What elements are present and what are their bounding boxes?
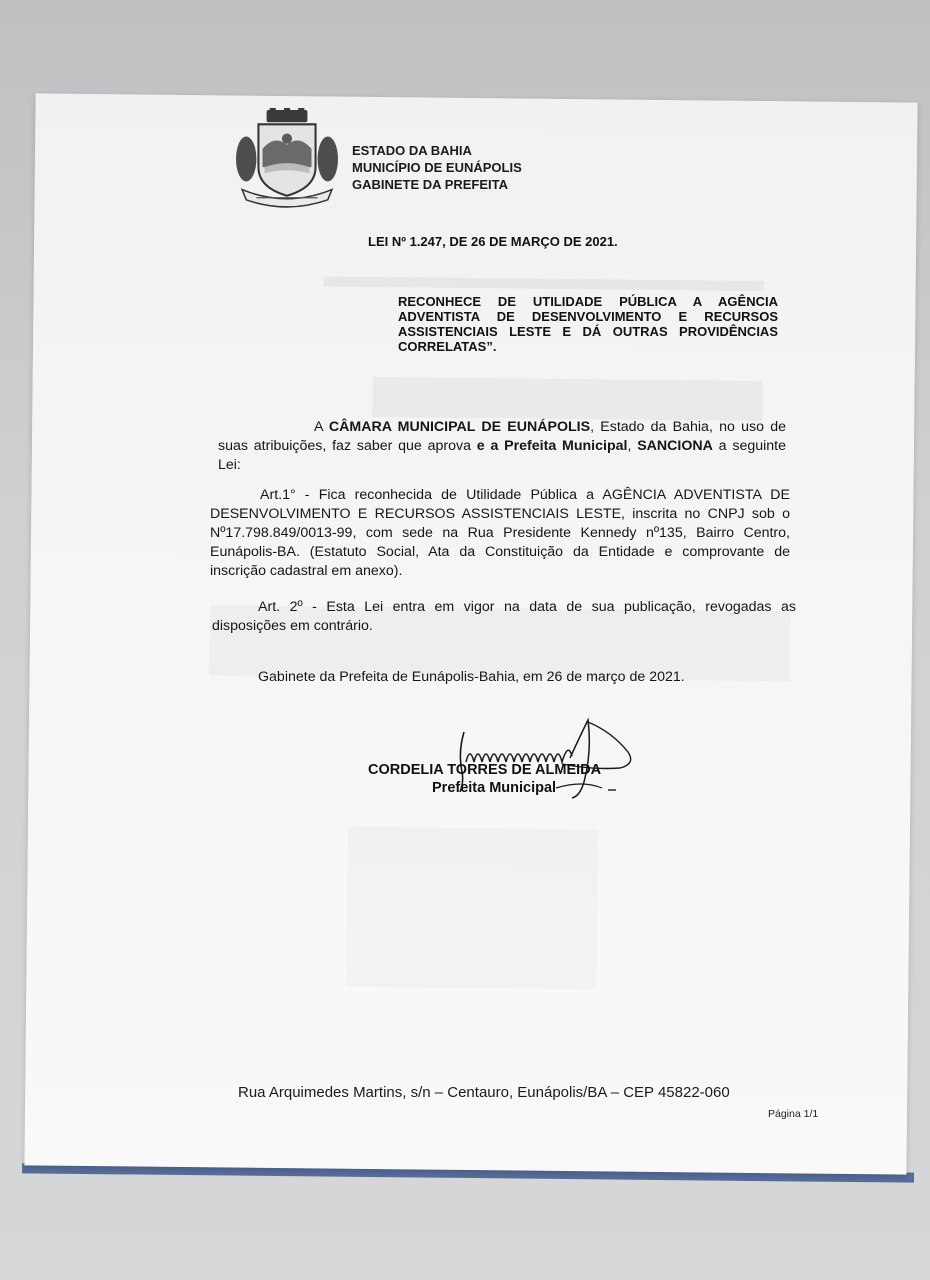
preamble-sanciona: SANCIONA xyxy=(637,438,713,454)
letterhead-office: GABINETE DA PREFEITA xyxy=(352,177,509,192)
municipal-coat-of-arms-icon xyxy=(236,108,338,210)
preamble-comma: , xyxy=(627,438,638,454)
preamble-prefeita: e a Prefeita Municipal xyxy=(476,438,628,454)
article-1: Art.1° - Fica reconhecida de Utilidade Pública a AGÊNCIA ADVENTISTA DE DESENVOLVIMENTO E RECURSOS ASSISTENCIAIS LESTE, inscrita no CNPJ sob o Nº17.798.849/0013-99, com sede na Rua Presidente Kennedy nº135, Bairro Centro, Eunápolis-BA. (Estatuto Social, Ata da Constituição da Entidade e comprovante de inscrição cadastral em anexo). xyxy=(210,487,790,579)
page-number: Página 1/1 xyxy=(768,1108,819,1120)
preamble-end: a seguinte Lei: xyxy=(218,438,787,473)
bleed-through-shadow xyxy=(324,276,764,291)
preamble-middle: , Estado da Bahia, no uso de suas atribuições, faz saber que aprova xyxy=(218,419,786,454)
law-title: LEI Nº 1.247, DE 26 DE MARÇO DE 2021. xyxy=(368,234,618,249)
closing-line: Gabinete da Prefeita de Eunápolis-Bahia, em 26 de março de 2021. xyxy=(258,669,685,685)
letterhead xyxy=(352,142,522,193)
preamble-camara: CÂMARA MUNICIPAL DE EUNÁPOLIS xyxy=(328,419,591,435)
footer-address: Rua Arquimedes Martins, s/n – Centauro, Eunápolis/BA – CEP 45822-060 xyxy=(238,1084,730,1101)
signer-role: Prefeita Municipal xyxy=(432,780,557,796)
preamble-paragraph xyxy=(218,418,786,475)
preamble-start: A xyxy=(314,419,329,435)
bleed-through-shadow xyxy=(346,827,598,990)
letterhead-state: ESTADO DA BAHIA xyxy=(352,143,472,158)
law-summary: RECONHECE DE UTILIDADE PÚBLICA A AGÊNCIA ADVENTISTA DE DESENVOLVIMENTO E RECURSOS ASSISTENCIAIS LESTE E DÁ OUTRAS PROVIDÊNCIAS CORRELATAS”. xyxy=(398,294,778,354)
letterhead-municipality: MUNICÍPIO DE EUNÁPOLIS xyxy=(352,160,522,175)
signer-name: CORDELIA TORRES DE ALMEIDA xyxy=(368,762,602,778)
article-2: Art. 2º - Esta Lei entra em vigor na data de sua publicação, revogadas as disposições em contrário. xyxy=(212,599,796,634)
bleed-through-shadow xyxy=(372,377,762,421)
